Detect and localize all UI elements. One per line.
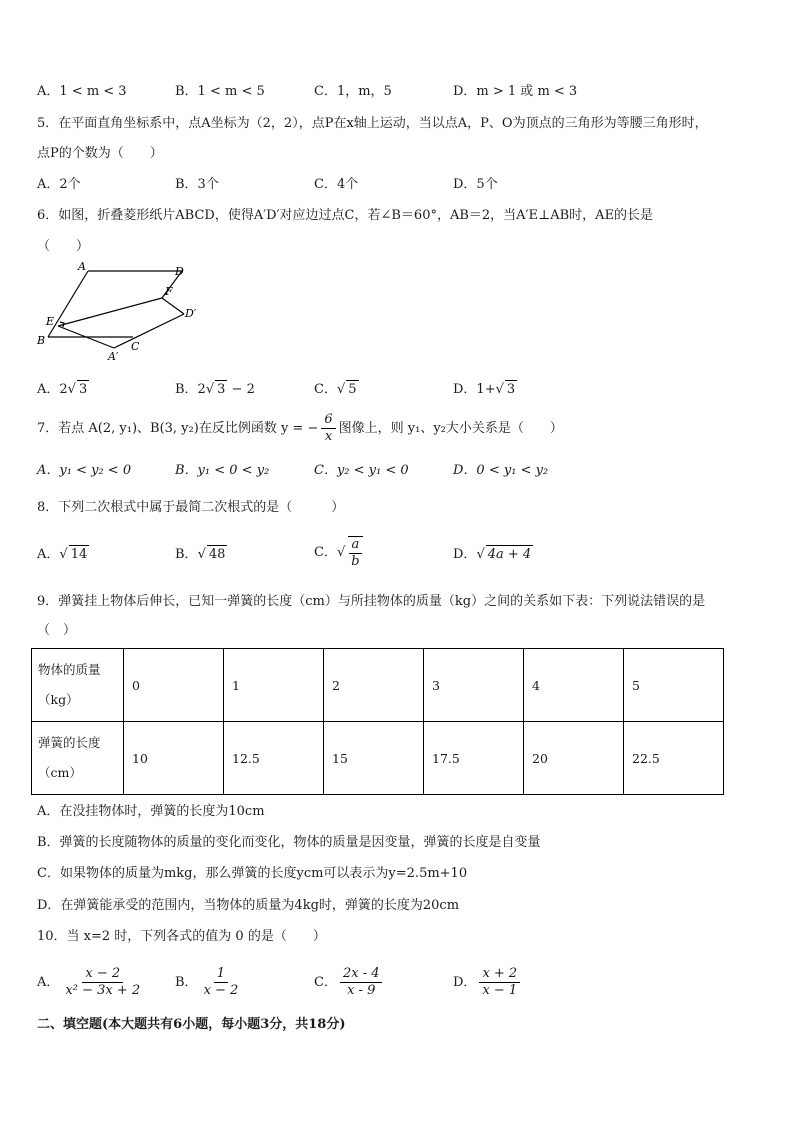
- q4-option-b: B．1 < m < 5: [175, 84, 265, 99]
- mass-header-unit: （kg）: [38, 692, 79, 707]
- length-header-unit: （cm）: [38, 765, 82, 780]
- q10-d-fraction: [479, 966, 520, 999]
- q6-option-d: [453, 380, 517, 399]
- table-row-length: [32, 722, 724, 795]
- table-cell: 10: [124, 722, 224, 795]
- spring-data-table: [31, 648, 724, 795]
- table-cell: 5: [624, 649, 724, 722]
- table-row-mass: [32, 649, 724, 722]
- q10-option-c: [314, 963, 385, 1003]
- q6-b-prefix: B．2: [175, 382, 206, 397]
- q5-option-d: D．5个: [453, 177, 498, 192]
- q10-option-b: [175, 963, 244, 1003]
- length-header-text: 弹簧的长度: [38, 735, 101, 750]
- q10-d-den: x − 1: [482, 983, 518, 998]
- q4-option-d: D．m > 1 或 m < 3: [453, 84, 578, 99]
- table-header-length: [32, 722, 124, 795]
- q8-option-c: [314, 533, 366, 573]
- q10-d-num: x + 2: [479, 966, 520, 983]
- table-cell: 0: [124, 649, 224, 722]
- q10-b-num: 1: [214, 966, 228, 983]
- q9-option-b: B．弹簧的长度随物体的质量的变化而变化，物体的质量是因变量，弹簧的长度是自变量: [37, 835, 541, 850]
- q7-option-a: A．y₁ < y₂ < 0: [37, 463, 132, 478]
- fig-label-a: A: [78, 262, 86, 273]
- table-cell: 17.5: [424, 722, 524, 795]
- q7-option-d: D．0 < y₁ < y₂: [453, 463, 549, 478]
- q10-c-label: C．: [314, 975, 337, 990]
- q6-option-a: [37, 380, 89, 399]
- q7-option-c: C．y₂ < y₁ < 0: [314, 463, 409, 478]
- q10-b-fraction: [201, 966, 242, 999]
- q8-option-a: [37, 545, 89, 564]
- q6-b-radicand: 3: [217, 382, 226, 397]
- q4-option-a: A．1 < m < 3: [37, 84, 127, 99]
- q8-c-num: a: [349, 537, 363, 554]
- q8-d-radical-sign: √: [476, 547, 485, 562]
- q8-a-radical-sign: √: [59, 547, 68, 562]
- q5-option-a: A．2个: [37, 177, 81, 192]
- q10-stem: 10．当 x=2 时，下列各式的值为 0 的是（ ）: [37, 929, 326, 944]
- q7-fraction: [321, 412, 335, 445]
- q9-option-c: C．如果物体的质量为mkg，那么弹簧的长度ycm可以表示为y=2.5m+10: [37, 866, 468, 881]
- q8-b-radical-sign: √: [197, 547, 206, 562]
- q8-d-prefix: D．: [453, 547, 477, 562]
- q8-c-radical-sign: √: [336, 545, 346, 560]
- table-cell: 4: [524, 649, 624, 722]
- q6-c-radical-sign: √: [336, 382, 346, 397]
- table-cell: 3: [424, 649, 524, 722]
- q7-stem-post: 图像上，则 y₁、y₂大小关系是（ ）: [338, 421, 563, 436]
- q9-option-d: D．在弹簧能承受的范围内，当物体的质量为4kg时，弹簧的长度为20cm: [37, 898, 460, 913]
- table-header-mass: [32, 649, 124, 722]
- q6-option-c: [314, 380, 359, 399]
- q6-d-radical-sign: √: [495, 382, 504, 397]
- fig-label-d: D: [175, 265, 184, 278]
- q10-c-den: x - 9: [347, 983, 376, 998]
- q6-a-radicand: 3: [78, 382, 88, 397]
- fig-label-d-prime: D′: [185, 307, 197, 320]
- fig-label-b: B: [37, 334, 46, 347]
- q10-a-num: x − 2: [82, 966, 123, 983]
- q10-c-fraction: [340, 966, 383, 999]
- q5-stem-line1: 5．在平面直角坐标系中，点A坐标为（2，2），点P在x轴上运动，当以点A，P、O为顶点的三角形为等腰三角形时，: [37, 116, 708, 131]
- q6-d-prefix: D．1+: [453, 382, 496, 397]
- q5-stem-line2: 点P的个数为（ ）: [37, 146, 163, 161]
- q7-frac-den: x: [324, 429, 333, 444]
- q8-c-prefix: C．: [314, 545, 337, 560]
- q10-b-den: x − 2: [203, 983, 239, 998]
- q8-option-d: [453, 545, 533, 564]
- q7-stem-pre: 7．若点 A(2, y₁)、B(3, y₂)在反比例函数 y = −: [37, 421, 319, 436]
- q10-d-label: D．: [453, 975, 477, 990]
- q6-stem-line1: 6．如图，折叠菱形纸片ABCD，使得A′D′对应边过点C，若∠B＝60°，AB＝2，当A′E⊥AB时，AE的长是: [37, 208, 654, 223]
- table-cell: 1: [224, 649, 324, 722]
- q8-a-radicand: 14: [70, 547, 88, 562]
- table-cell: 20: [524, 722, 624, 795]
- q10-a-den: x² − 3x + 2: [65, 983, 141, 998]
- table-cell: 15: [324, 722, 424, 795]
- fig-label-f: F: [165, 285, 173, 298]
- fig-label-e: E: [46, 315, 55, 328]
- q8-c-fraction: [348, 536, 362, 570]
- q8-b-prefix: B．: [175, 547, 198, 562]
- q6-b-suffix: − 2: [227, 382, 255, 397]
- q6-a-radical-sign: √: [67, 382, 76, 397]
- q10-a-label: A．: [37, 975, 60, 990]
- q10-a-fraction: [62, 966, 143, 999]
- q5-option-c: C．4个: [314, 177, 359, 192]
- q8-c-den: b: [351, 553, 360, 569]
- table-cell: 12.5: [224, 722, 324, 795]
- q5-option-b: B．3个: [175, 177, 219, 192]
- q9-stem-line1: 9．弹簧挂上物体后伸长，已知一弹簧的长度（cm）与所挂物体的质量（kg）之间的关系如下表：下列说法错误的是: [37, 594, 706, 609]
- q6-c-prefix: C．: [314, 382, 337, 397]
- q6-d-radicand: 3: [506, 382, 516, 397]
- q10-c-num: 2x - 4: [340, 966, 383, 983]
- table-cell: 22.5: [624, 722, 724, 795]
- q9-stem-line2: （ ）: [37, 623, 77, 638]
- q8-a-prefix: A．: [37, 547, 60, 562]
- q6-a-prefix: A．2: [37, 382, 68, 397]
- fig-label-c: C: [131, 340, 140, 353]
- section-heading: 二、填空题(本大题共有6小题，每小题3分，共18分): [37, 1017, 346, 1032]
- q8-stem: 8．下列二次根式中属于最简二次根式的是（ ）: [37, 500, 345, 515]
- q6-option-b: [175, 380, 255, 399]
- mass-header-text: 物体的质量: [38, 662, 101, 677]
- q6-stem-line2: （ ）: [37, 239, 90, 254]
- q7-frac-num: 6: [321, 412, 335, 429]
- q8-d-radicand: 4a + 4: [487, 547, 532, 562]
- q7-stem: [37, 412, 563, 446]
- q8-option-b: [175, 545, 227, 564]
- q7-option-b: B．y₁ < 0 < y₂: [175, 463, 270, 478]
- q4-option-c: C．1，m，5: [314, 84, 392, 99]
- q10-b-label: B．: [175, 975, 198, 990]
- q6-c-radicand: 5: [348, 382, 357, 397]
- q6-b-radical-sign: √: [205, 382, 215, 397]
- q10-option-a: [37, 963, 146, 1003]
- table-cell: 2: [324, 649, 424, 722]
- q10-option-d: [453, 963, 523, 1003]
- rhombus-fold-figure: [34, 262, 214, 367]
- q9-option-a: A．在没挂物体时，弹簧的长度为10cm: [37, 804, 265, 819]
- q8-b-radicand: 48: [208, 547, 226, 562]
- fig-label-a-prime: A′: [108, 350, 119, 363]
